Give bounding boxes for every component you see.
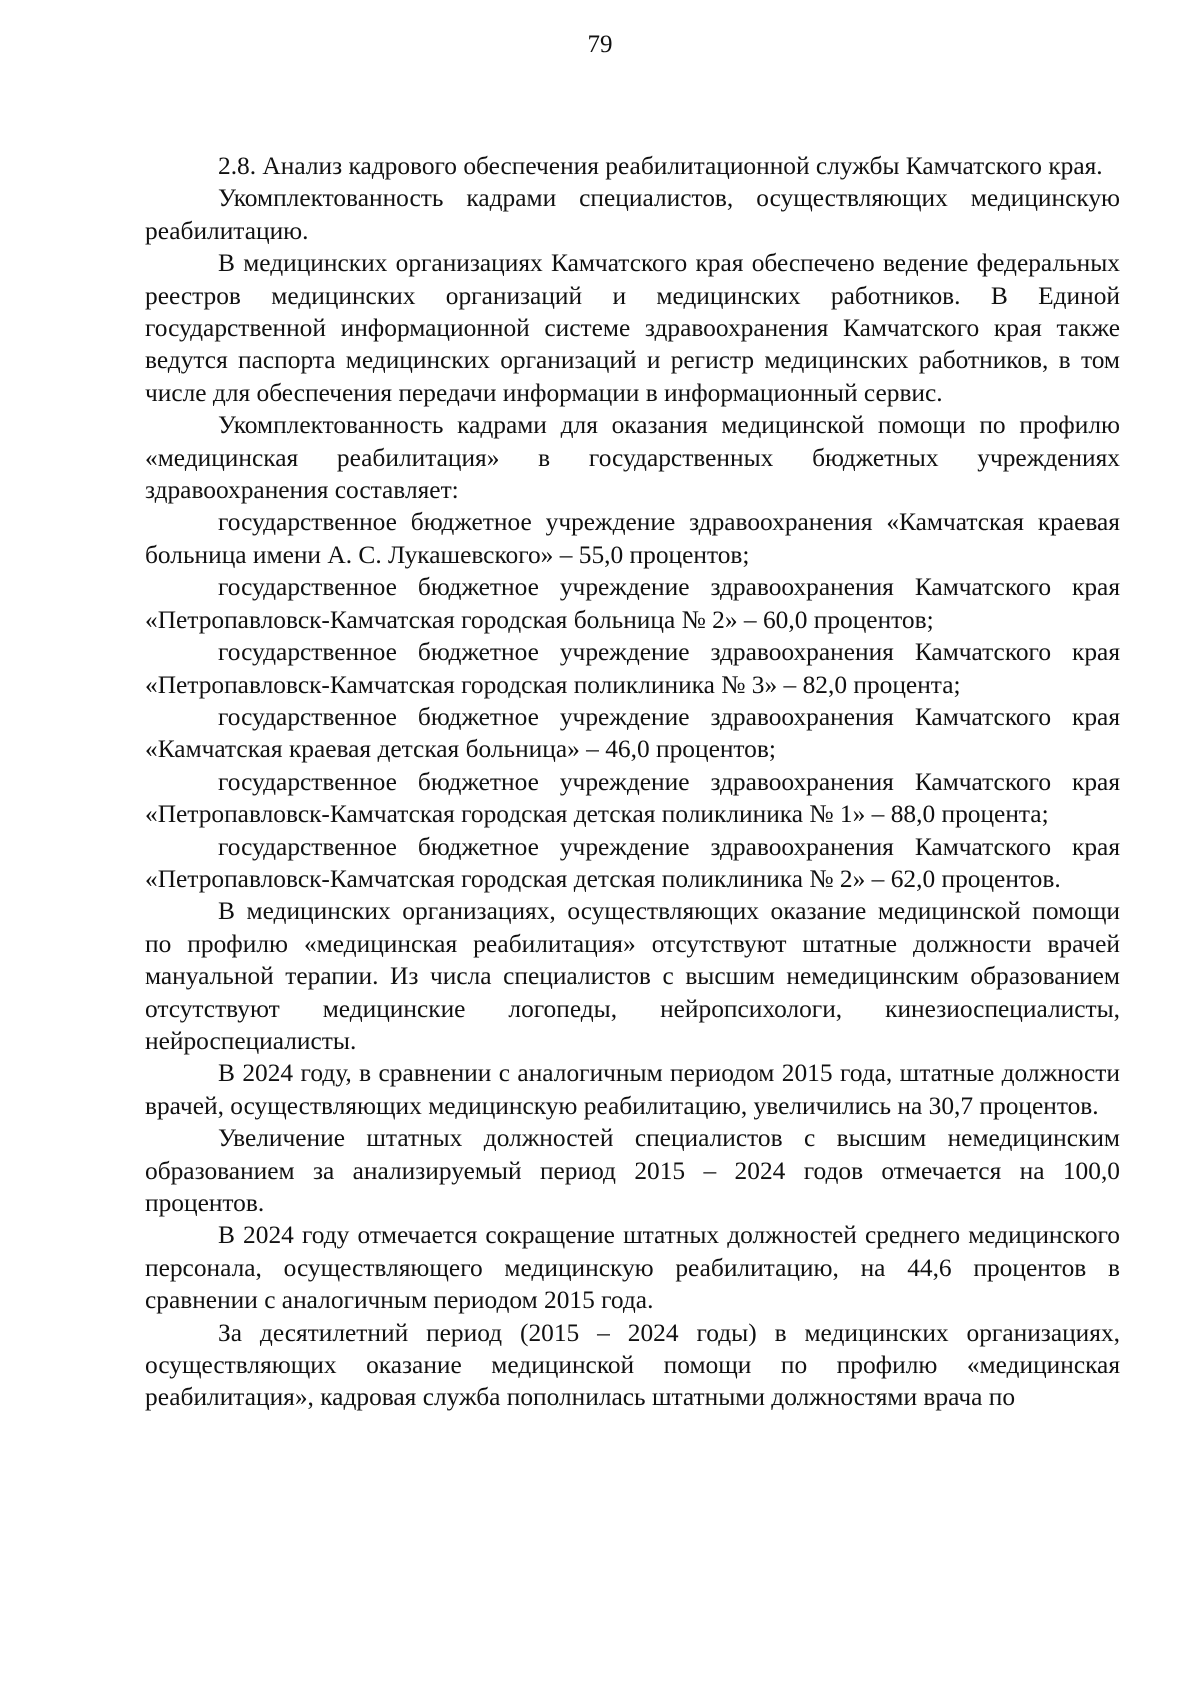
document-body [145,150,1120,1414]
paragraph-doctors-increase: В 2024 году, в сравнении с аналогичным периодом 2015 года, штатные должности врачей, осуществляющих медицинскую реабилитацию, увеличились на 30,7 процентов. [145,1059,1120,1120]
paragraph-nursing-decrease: В 2024 году отмечается сокращение штатных должностей среднего медицинского персонала, осуществляющего медицинскую реабилитацию, на 44,6 процентов в сравнении с аналогичным периодом 2015 года. [145,1221,1120,1315]
paragraph-staffing-intro: Укомплектованность кадрами для оказания медицинской помощи по профилю «медицинская реабилитация» в государственных бюджетных учреждениях здравоохранения составляет: [145,411,1120,505]
staffing-item: государственное бюджетное учреждение здравоохранения Камчатского края «Петропавловск-Камчатская городская больница № 2» – 60,0 процентов; [145,573,1120,634]
staffing-item: государственное бюджетное учреждение здравоохранения Камчатского края «Петропавловск-Камчатская городская детская поликлиника № 2» – 62,0 процентов. [145,832,1120,893]
subsection-heading: Укомплектованность кадрами специалистов, осуществляющих медицинскую реабилитацию. [145,184,1120,245]
page-number: 79 [587,31,613,58]
section-heading: 2.8. Анализ кадрового обеспечения реабилитационной службы Камчатского края. [218,152,1103,180]
paragraph-missing-positions: В медицинских организациях, осуществляющих оказание медицинской помощи по профилю «медицинская реабилитация» отсутствуют штатные должности врачей мануальной терапии. Из числа специалистов с высшим немедицинским образованием отсутствуют медицинские логопеды, нейропсихологи, кинезиоспециалисты, нейроспециалисты. [145,897,1120,1055]
paragraph-decade-summary: За десятилетний период (2015 – 2024 годы) в медицинских организациях, осуществляющих оказание медицинской помощи по профилю «медицинская реабилитация», кадровая служба пополнилась штатными должностями врача по [145,1318,1120,1412]
staffing-item: государственное бюджетное учреждение здравоохранения «Камчатская краевая больница имени А. С. Лукашевского» – 55,0 процентов; [145,508,1120,569]
staffing-item: государственное бюджетное учреждение здравоохранения Камчатского края «Камчатская краевая детская больница» – 46,0 процентов; [145,702,1120,764]
staffing-item: государственное бюджетное учреждение здравоохранения Камчатского края «Петропавловск-Камчатская городская детская поликлиника № 1» – 88,0 процента; [145,767,1120,829]
paragraph-nonmedical-increase: Увеличение штатных должностей специалистов с высшим немедицинским образованием за анализируемый период 2015 – 2024 годов отмечается на 100,0 процентов. [145,1124,1120,1217]
paragraph-registries: В медицинских организациях Камчатского края обеспечено ведение федеральных реестров медицинских организаций и медицинских работников. В Единой государственной информационной системе здравоохранения Камчатского края также ведутся паспорта медицинских организаций и регистр медицинских работников, в том числе для обеспечения передачи информации в информационный сервис. [145,249,1120,407]
staffing-item: государственное бюджетное учреждение здравоохранения Камчатского края «Петропавловск-Камчатская городская поликлиника № 3» – 82,0 процента; [145,638,1120,699]
